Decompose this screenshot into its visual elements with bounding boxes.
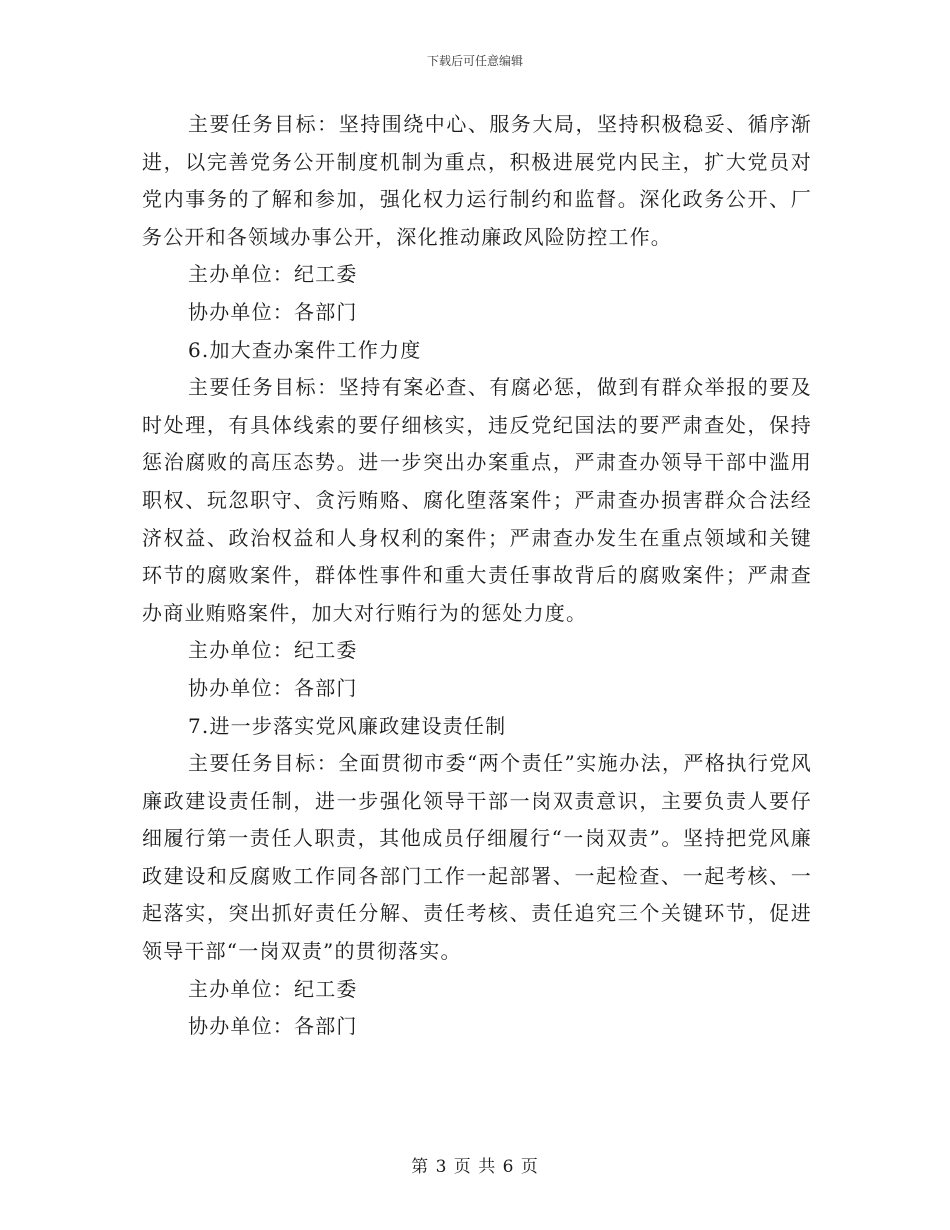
document-body [142, 106, 812, 1046]
paragraph-task-goal: 主要任务目标：全面贯彻市委“两个责任”实施办法，严格执行党风廉政建设责任制，进一步强化领导干部一岗双责意识，主要负责人要仔细履行第一责任人职责，其他成员仔细履行“一岗双责”。坚持把党风廉政建设和反腐败工作同各部门工作一起部署、一起检查、一起考核、一起落实，突出抓好责任分解、责任考核、责任追究三个关键环节，促进领导干部“一岗双责”的贯彻落实。 [142, 751, 812, 964]
paragraph-task-goal: 主要任务目标：坚持围绕中心、服务大局，坚持积极稳妥、循序渐进，以完善党务公开制度机制为重点，积极进展党内民主，扩大党员对党内事务的了解和参加，强化权力运行制约和监督。深化政务公开、厂务公开和各领域办事公开，深化推动廉政风险防控工作。 [142, 112, 812, 249]
section-heading-7: 7.进一步落实党风廉政建设责任制 [188, 713, 507, 738]
host-unit-line: 主办单位：纪工委 [188, 262, 358, 287]
host-unit-line: 主办单位：纪工委 [188, 638, 358, 663]
paragraph-task-goal: 主要任务目标：坚持有案必查、有腐必惩，做到有群众举报的要及时处理，有具体线索的要仔细核实，违反党纪国法的要严肃查处，保持惩治腐败的高压态势。进一步突出办案重点，严肃查办领导干部中滥用职权、玩忽职守、贪污贿赂、腐化堕落案件；严肃查办损害群众合法经济权益、政治权益和人身权利的案件；严肃查办发生在重点领域和关键环节的腐败案件，群体性事件和重大责任事故背后的腐败案件；严肃查办商业贿赂案件，加大对行贿行为的惩处力度。 [142, 375, 812, 625]
host-unit-line: 主办单位：纪工委 [188, 976, 358, 1001]
assist-unit-line: 协办单位：各部门 [188, 1014, 358, 1039]
section-heading-6: 6.加大查办案件工作力度 [188, 337, 422, 362]
page-footer-page-number: 第 3 页 共 6 页 [411, 1157, 539, 1177]
assist-unit-line: 协办单位：各部门 [188, 299, 358, 324]
page-header: 下载后可任意编辑 [426, 54, 523, 68]
assist-unit-line: 协办单位：各部门 [188, 675, 358, 700]
